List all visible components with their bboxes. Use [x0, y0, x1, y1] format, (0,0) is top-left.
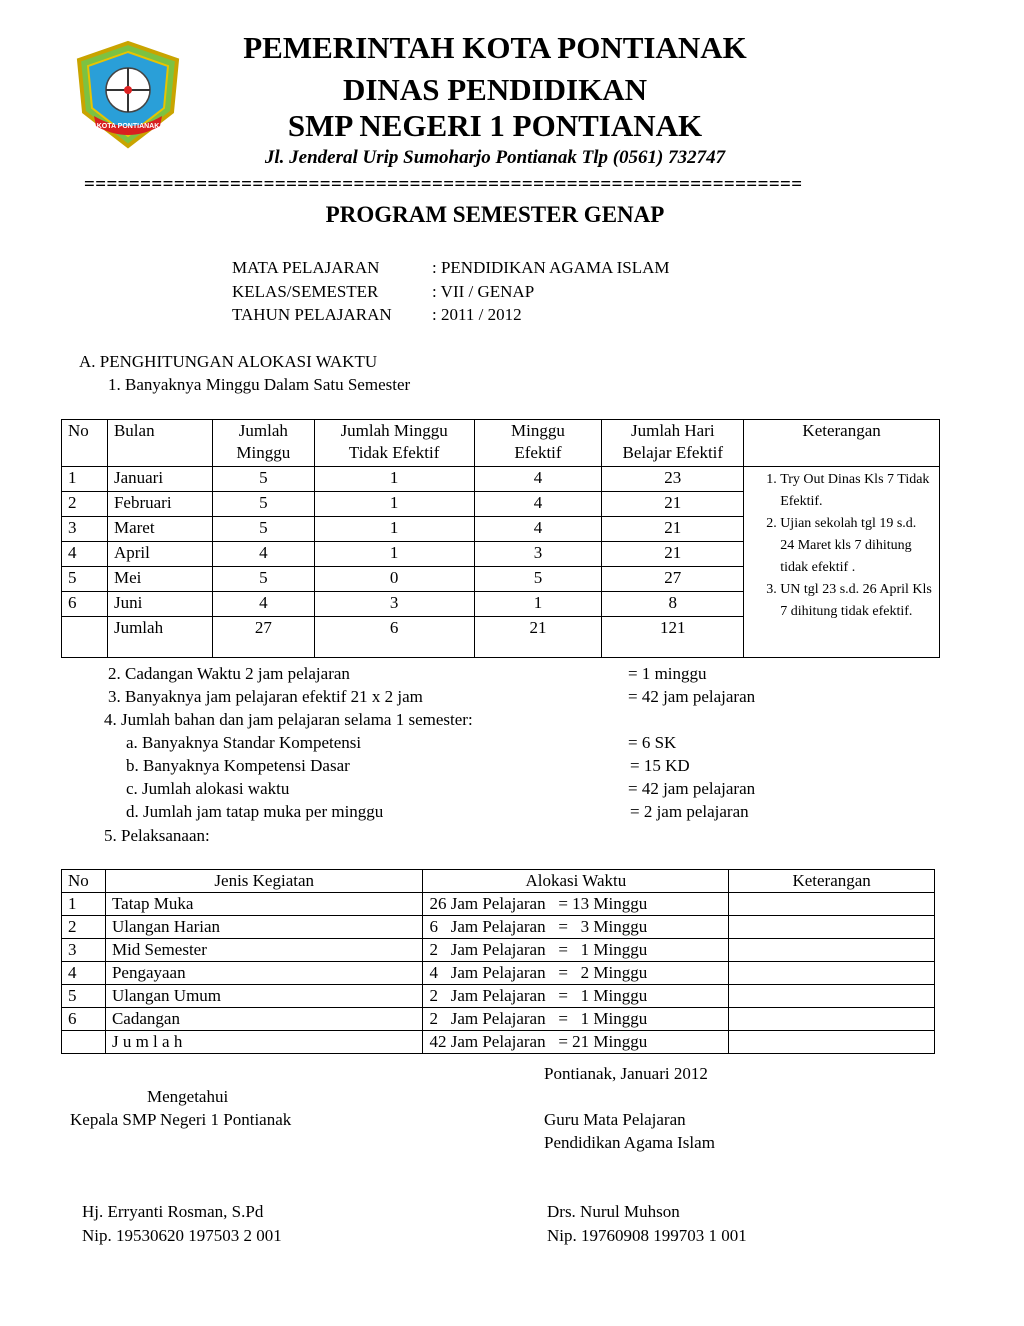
- cell-no: 5: [62, 567, 108, 592]
- cell-no: 2: [62, 492, 108, 517]
- place-date: Pontianak, Januari 2012: [544, 1064, 708, 1083]
- weeks-table: [61, 419, 940, 658]
- cell-jhbe: 27: [602, 567, 744, 592]
- calc-value: = 42 jam pelajaran: [628, 687, 756, 706]
- calc-value: = 6 SK: [628, 733, 677, 752]
- kota-pontianak-logo: [72, 40, 184, 150]
- cell-me: 5: [474, 567, 602, 592]
- table-row: [62, 939, 935, 962]
- info-value: : 2011 / 2012: [432, 305, 522, 324]
- header-hari-efektif: Jumlah Hari Belajar Efektif: [602, 420, 744, 467]
- cell-no: 3: [62, 517, 108, 542]
- keterangan-notes: [744, 467, 940, 658]
- header-tidak-efektif: Jumlah Minggu Tidak Efektif: [314, 420, 474, 467]
- table-total-row: [62, 1031, 935, 1054]
- teacher-nip: Nip. 19760908 199703 1 001: [547, 1226, 747, 1245]
- principal-nip: Nip. 19530620 197503 2 001: [82, 1226, 282, 1245]
- cell-no: 1: [62, 467, 108, 492]
- cell-jhbe: 21: [602, 517, 744, 542]
- header-minggu-efektif: Minggu Efektif: [474, 420, 602, 467]
- info-value: : VII / GENAP: [432, 282, 535, 301]
- header-school: SMP NEGERI 1 PONTIANAK: [287, 108, 703, 143]
- cell-jmte: 1: [314, 492, 474, 517]
- cell-alokasi: 2 Jam Pelajaran = 1 Minggu: [423, 985, 729, 1008]
- cell-bulan: Mei: [107, 567, 212, 592]
- table-row: [62, 1008, 935, 1031]
- cell-jmte: 0: [314, 567, 474, 592]
- header-no: No: [62, 420, 108, 467]
- cell-jhbe: 23: [602, 467, 744, 492]
- cell-ket: [729, 985, 935, 1008]
- cell-alokasi: 2 Jam Pelajaran = 1 Minggu: [423, 1008, 729, 1031]
- cell-bulan: Februari: [107, 492, 212, 517]
- header-jumlah-minggu: Jumlah Minggu: [212, 420, 314, 467]
- cell-jenis: Pengayaan: [105, 962, 423, 985]
- cell-me: 4: [474, 467, 602, 492]
- cell-alokasi: 2 Jam Pelajaran = 1 Minggu: [423, 939, 729, 962]
- acknowledged-label: Mengetahui: [147, 1087, 229, 1106]
- cell-total-me: 21: [474, 617, 602, 658]
- cell-no: 6: [62, 592, 108, 617]
- section-a-title: A. PENGHITUNGAN ALOKASI WAKTU: [79, 352, 378, 371]
- section-a-sub1: 1. Banyaknya Minggu Dalam Satu Semester: [108, 375, 411, 394]
- teacher-name: Drs. Nurul Muhson: [547, 1202, 680, 1221]
- calc-label: 3. Banyaknya jam pelajaran efektif 21 x 2 jam: [108, 687, 423, 706]
- cell-ket: [729, 1031, 935, 1054]
- header-government: PEMERINTAH KOTA PONTIANAK: [243, 30, 747, 65]
- table-row: [62, 962, 935, 985]
- calc-label: 2. Cadangan Waktu 2 jam pelajaran: [108, 664, 350, 683]
- cell-me: 3: [474, 542, 602, 567]
- table-row: [62, 467, 940, 492]
- cell-jm: 5: [212, 467, 314, 492]
- info-value: : PENDIDIKAN AGAMA ISLAM: [432, 258, 670, 277]
- note-item: 1. Try Out Dinas Kls 7 Tidak Efektif.: [780, 469, 933, 513]
- cell-bulan: Januari: [107, 467, 212, 492]
- document-title: PROGRAM SEMESTER GENAP: [325, 202, 665, 227]
- cell-ket: [729, 893, 935, 916]
- teacher-subject: Pendidikan Agama Islam: [544, 1133, 715, 1152]
- cell-no: 6: [62, 1008, 106, 1031]
- cell-ket: [729, 916, 935, 939]
- info-label: KELAS/SEMESTER: [232, 282, 379, 301]
- calc-label: d. Jumlah jam tatap muka per minggu: [126, 802, 384, 821]
- cell-jm: 4: [212, 592, 314, 617]
- cell-total-label: Jumlah: [107, 617, 212, 658]
- cell-ket: [729, 1008, 935, 1031]
- calc-value: = 15 KD: [630, 756, 690, 775]
- cell-ket: [729, 939, 935, 962]
- calc-value: = 1 minggu: [628, 664, 707, 683]
- cell-no: 3: [62, 939, 106, 962]
- info-label: TAHUN PELAJARAN: [232, 305, 392, 324]
- cell-no: [62, 1031, 106, 1054]
- cell-jm: 5: [212, 492, 314, 517]
- calc-label: c. Jumlah alokasi waktu: [126, 779, 290, 798]
- header-alokasi: Alokasi Waktu: [423, 870, 729, 893]
- cell-alokasi: 26 Jam Pelajaran = 13 Minggu: [423, 893, 729, 916]
- cell-ket: [729, 962, 935, 985]
- cell-alokasi: 6 Jam Pelajaran = 3 Minggu: [423, 916, 729, 939]
- info-year: [232, 305, 522, 325]
- note-item: 2. Ujian sekolah tgl 19 s.d. 24 Maret kls 7 dihitung tidak efektif .: [780, 513, 933, 579]
- calc-value: = 42 jam pelajaran: [628, 779, 756, 798]
- header-keterangan: Keterangan: [744, 420, 940, 467]
- cell-jmte: 3: [314, 592, 474, 617]
- cell-jenis: Tatap Muka: [105, 893, 423, 916]
- cell-total-jmte: 6: [314, 617, 474, 658]
- cell-me: 4: [474, 517, 602, 542]
- cell-jm: 4: [212, 542, 314, 567]
- cell-jmte: 1: [314, 517, 474, 542]
- cell-jm: 5: [212, 517, 314, 542]
- header-bulan: Bulan: [107, 420, 212, 467]
- cell-jm: 5: [212, 567, 314, 592]
- cell-no: 4: [62, 542, 108, 567]
- teacher-title: Guru Mata Pelajaran: [544, 1110, 686, 1129]
- header-department: DINAS PENDIDIKAN: [342, 72, 647, 107]
- cell-total-label: J u m l a h: [105, 1031, 423, 1054]
- principal-title: Kepala SMP Negeri 1 Pontianak: [70, 1110, 292, 1129]
- activities-table: [61, 869, 935, 1054]
- cell-no: 5: [62, 985, 106, 1008]
- cell-total-jhbe: 121: [602, 617, 744, 658]
- cell-bulan: Maret: [107, 517, 212, 542]
- table-row: [62, 916, 935, 939]
- table-row: [62, 985, 935, 1008]
- note-item: 3. UN tgl 23 s.d. 26 April Kls 7 dihitung tidak efektif.: [780, 579, 933, 623]
- cell-jmte: 1: [314, 467, 474, 492]
- cell-bulan: April: [107, 542, 212, 567]
- cell-no: 1: [62, 893, 106, 916]
- cell-jenis: Ulangan Harian: [105, 916, 423, 939]
- cell-me: 4: [474, 492, 602, 517]
- cell-bulan: Juni: [107, 592, 212, 617]
- table-header-row: [62, 870, 935, 893]
- cell-no: 4: [62, 962, 106, 985]
- calc-label: 4. Jumlah bahan dan jam pelajaran selama 1 semester:: [104, 710, 473, 729]
- header-no: No: [62, 870, 106, 893]
- cell-jmte: 1: [314, 542, 474, 567]
- header-keterangan: Keterangan: [729, 870, 935, 893]
- cell-no: 2: [62, 916, 106, 939]
- cell-me: 1: [474, 592, 602, 617]
- header-address: Jl. Jenderal Urip Sumoharjo Pontianak Tlp (0561) 732747: [264, 147, 726, 168]
- principal-name: Hj. Erryanti Rosman, S.Pd: [82, 1202, 264, 1221]
- cell-jenis: Mid Semester: [105, 939, 423, 962]
- table-header-row: [62, 420, 940, 467]
- cell-jhbe: 21: [602, 542, 744, 567]
- info-class: [232, 282, 534, 302]
- calc-label: a. Banyaknya Standar Kompetensi: [126, 733, 362, 752]
- header-rule: ================================================================: [84, 174, 803, 195]
- cell-jhbe: 21: [602, 492, 744, 517]
- cell-jenis: Cadangan: [105, 1008, 423, 1031]
- info-label: MATA PELAJARAN: [232, 258, 380, 277]
- cell-alokasi: 4 Jam Pelajaran = 2 Minggu: [423, 962, 729, 985]
- cell-jhbe: 8: [602, 592, 744, 617]
- cell-total-jm: 27: [212, 617, 314, 658]
- logo-caption: KOTA PONTIANAK: [96, 123, 160, 130]
- calc-value: = 2 jam pelajaran: [630, 802, 749, 821]
- cell-total-alokasi: 42 Jam Pelajaran = 21 Minggu: [423, 1031, 729, 1054]
- cell-jenis: Ulangan Umum: [105, 985, 423, 1008]
- info-subject: [232, 258, 670, 278]
- table-row: [62, 893, 935, 916]
- cell-no: [62, 617, 108, 658]
- calc-label: b. Banyaknya Kompetensi Dasar: [126, 756, 350, 775]
- header-jenis: Jenis Kegiatan: [105, 870, 423, 893]
- calc-label: 5. Pelaksanaan:: [104, 826, 210, 845]
